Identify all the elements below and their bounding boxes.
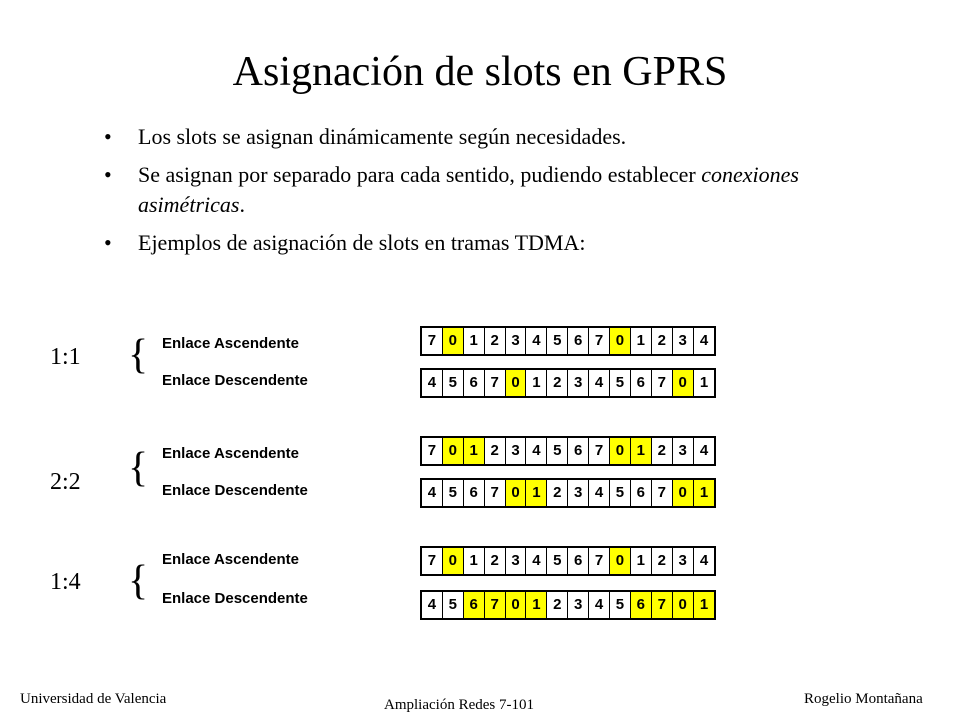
- slot-cell: 0: [610, 438, 631, 464]
- slot-cell: 6: [568, 548, 589, 574]
- tdma-frame-uplink-2-2: [420, 436, 716, 466]
- slot-cell: 3: [673, 548, 694, 574]
- slot-cell: 6: [568, 438, 589, 464]
- slot-cell: 0: [610, 548, 631, 574]
- slot-cell: 7: [485, 370, 506, 396]
- tdma-frame-downlink-2-2: [420, 478, 716, 508]
- slot-cell: 5: [443, 370, 464, 396]
- slot-cell: 2: [652, 328, 673, 354]
- slot-cell: 5: [547, 438, 568, 464]
- bullet-text: Se asignan por separado para cada sentido, pudiendo establecer: [138, 162, 702, 187]
- slot-cell: 5: [610, 370, 631, 396]
- slot-cell: 6: [568, 328, 589, 354]
- slot-cell: 2: [485, 548, 506, 574]
- slot-cell: 6: [464, 370, 485, 396]
- slot-cell: 1: [464, 328, 485, 354]
- slot-cell: 2: [485, 438, 506, 464]
- slot-cell: 0: [506, 592, 527, 618]
- slot-cell: 3: [673, 438, 694, 464]
- brace-icon: {: [128, 445, 149, 491]
- slot-cell: 0: [443, 328, 464, 354]
- slot-cell: 4: [699, 442, 709, 459]
- brace-icon: {: [128, 558, 149, 604]
- slot-cell: 2: [652, 438, 673, 464]
- slot-cell: 5: [547, 548, 568, 574]
- bullet-text: Ejemplos de asignación de slots en tramas TDMA:: [138, 230, 586, 255]
- slot-cell: 1: [464, 438, 485, 464]
- tdma-frame-downlink-1-1: [420, 368, 716, 398]
- slot-cell: 0: [506, 480, 527, 506]
- slot-cell: 1: [631, 548, 652, 574]
- slot-cell: 0: [506, 370, 527, 396]
- downlink-label: Enlace Descendente: [162, 482, 308, 499]
- slot-cell: 7: [485, 592, 506, 618]
- slot-cell: 0: [443, 438, 464, 464]
- slot-cell: 4: [526, 328, 547, 354]
- footer-university: Universidad de Valencia: [20, 691, 167, 707]
- bullet-marker: •: [104, 162, 112, 187]
- slot-cell: 4: [589, 592, 610, 618]
- slot-cell: 0: [673, 480, 694, 506]
- slot-cell: 7: [589, 328, 610, 354]
- footer-author: Rogelio Montañana: [804, 691, 923, 707]
- slot-cell: 7: [652, 480, 673, 506]
- bullet-item: [104, 122, 864, 152]
- bullet-list: [104, 122, 864, 266]
- slot-cell: 7: [589, 438, 610, 464]
- slot-cell: 1: [694, 480, 715, 506]
- slot-cell: 7: [422, 548, 443, 574]
- slot-cell: 3: [506, 438, 527, 464]
- ratio-label-2-2: 2:2: [50, 469, 81, 495]
- slot-cell: 1: [631, 438, 652, 464]
- bullet-item: [104, 160, 864, 220]
- slot-cell: 2: [485, 328, 506, 354]
- uplink-label: Enlace Ascendente: [162, 445, 299, 462]
- slot-cell: 4: [589, 480, 610, 506]
- slot-cell: 4: [589, 370, 610, 396]
- slot-cell: 6: [631, 370, 652, 396]
- slot-cell: 5: [610, 480, 631, 506]
- slot-cell: 7: [652, 592, 673, 618]
- slot-cell: 6: [631, 592, 652, 618]
- slot-cell: 1: [526, 480, 547, 506]
- tdma-frame-uplink-1-4: [420, 546, 716, 576]
- slot-cell: 4: [422, 370, 443, 396]
- ratio-label-1-1: 1:1: [50, 344, 81, 370]
- bullet-text: Los slots se asignan dinámicamente según necesidades.: [138, 124, 627, 149]
- downlink-label: Enlace Descendente: [162, 372, 308, 389]
- bullet-marker: •: [104, 230, 112, 255]
- slot-cell: 3: [568, 480, 589, 506]
- slot-cell: 6: [464, 592, 485, 618]
- slot-cell: 2: [652, 548, 673, 574]
- bullet-marker: •: [104, 124, 112, 149]
- slot-cell: 3: [568, 370, 589, 396]
- slot-cell: 5: [610, 592, 631, 618]
- slot-cell: 0: [443, 548, 464, 574]
- slot-cell: 3: [506, 328, 527, 354]
- slot-cell: 5: [443, 592, 464, 618]
- slot-cell: 5: [443, 480, 464, 506]
- footer-course: Ampliación Redes 7-101: [384, 697, 534, 713]
- downlink-label: Enlace Descendente: [162, 590, 308, 607]
- slot-cell: 2: [547, 592, 568, 618]
- slot-cell: 7: [652, 370, 673, 396]
- slot-cell: 1: [526, 370, 547, 396]
- bullet-text-end: .: [239, 192, 245, 217]
- slot-cell: 1: [631, 328, 652, 354]
- slot-cell: 0: [673, 370, 694, 396]
- slot-cell: 1: [464, 548, 485, 574]
- slot-cell: 4: [526, 548, 547, 574]
- slot-cell: 7: [485, 480, 506, 506]
- slot-cell: 6: [464, 480, 485, 506]
- slot-cell: 5: [547, 328, 568, 354]
- slot-cell: 4: [422, 592, 443, 618]
- slot-cell: 3: [673, 328, 694, 354]
- uplink-label: Enlace Ascendente: [162, 335, 299, 352]
- brace-icon: {: [128, 332, 149, 378]
- slot-cell: 6: [631, 480, 652, 506]
- slot-cell: 7: [589, 548, 610, 574]
- slot-cell: 0: [610, 328, 631, 354]
- slot-cell: 3: [506, 548, 527, 574]
- slot-cell: 1: [699, 374, 709, 391]
- slot-cell: 0: [673, 592, 694, 618]
- slot-cell: 4: [526, 438, 547, 464]
- slot-cell: 4: [422, 480, 443, 506]
- tdma-frame-uplink-1-1: [420, 326, 716, 356]
- slot-cell: 2: [547, 370, 568, 396]
- slot-cell: 3: [568, 592, 589, 618]
- slide-title: Asignación de slots en GPRS: [232, 49, 728, 95]
- slot-cell: 2: [547, 480, 568, 506]
- slot-cell: 1: [526, 592, 547, 618]
- uplink-label: Enlace Ascendente: [162, 551, 299, 568]
- slot-cell: 1: [694, 592, 715, 618]
- slot-cell: 4: [699, 332, 709, 349]
- bullet-item: [104, 228, 864, 258]
- slot-cell: 7: [422, 328, 443, 354]
- slot-cell: 4: [699, 552, 709, 569]
- bullet-emphasis: conexiones asimétricas: [138, 162, 799, 217]
- ratio-label-1-4: 1:4: [50, 569, 81, 595]
- tdma-frame-downlink-1-4: [420, 590, 716, 620]
- slot-cell: 7: [422, 438, 443, 464]
